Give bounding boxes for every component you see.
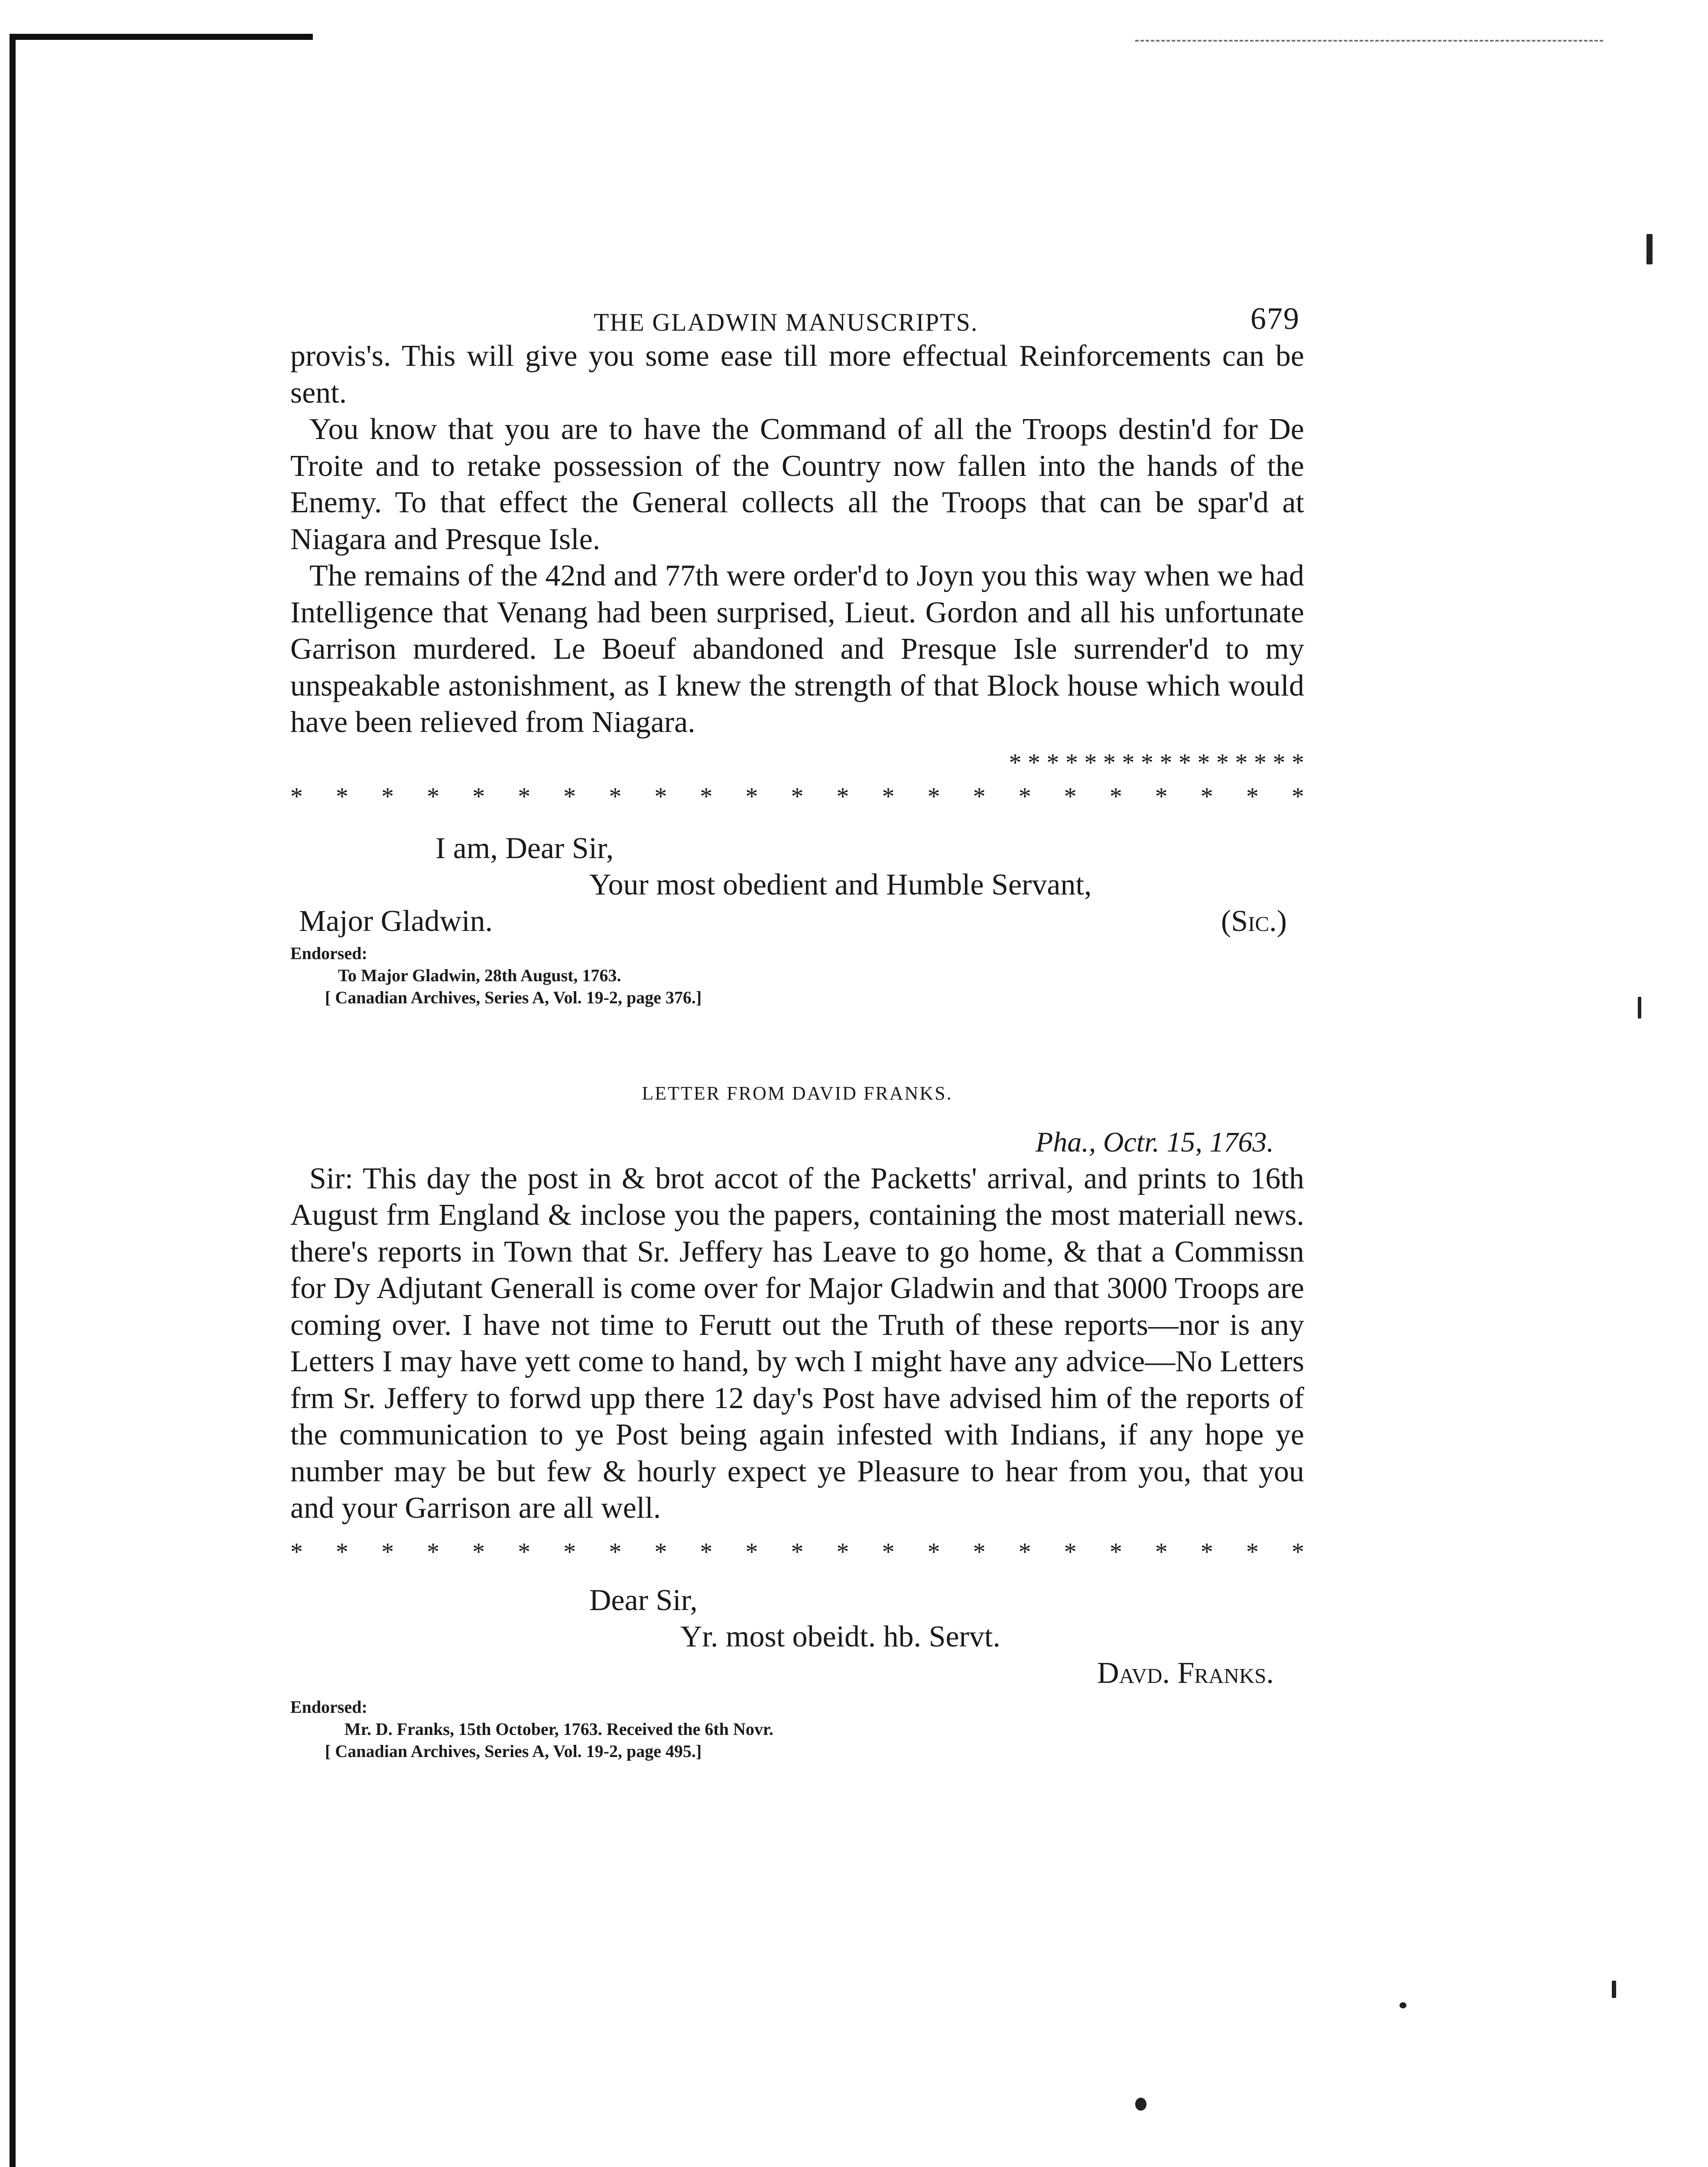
letter2-signature-row	[290, 1655, 1304, 1692]
scan-speck	[1638, 997, 1641, 1018]
scan-speck	[1135, 2098, 1146, 2111]
letter2-endorsement	[290, 1696, 1304, 1762]
scan-edge-line	[1135, 40, 1603, 42]
letter2-paragraph: Sir: This day the post in & brot accot of the Packetts' arrival, and prints to 16th August frm England & inclose you the papers, containing the most materiall news. there's reports in Town that Sr. Jeffery has Leave to go home, & that a Commissn for Dy Adjutant Generall is come over for Major Gladwin and that 3000 Troops are coming over. I have not time to Ferutt out the Truth of these reports—nor is any Letters I may have yett come to hand, by wch I might have any advice—No Letters frm Sr. Jeffery to forwd upp there 12 day's Post have advised him of the reports of the communication to ye Post being again infested with Indians, if any hope ye number may be but few & hourly expect ye Pleasure to hear from you, that you and your Garrison are all well.	[290, 1162, 1304, 1525]
binding-rule-left	[10, 34, 16, 2167]
archive-source: [ Canadian Archives, Series A, Vol. 19-2, page 495.]	[325, 1741, 702, 1761]
omission-stars-row-3: * * * * * * * * * * * * * * * * * * * * * * *	[290, 1537, 1304, 1566]
letter2-salutation: Dear Sir,	[589, 1583, 698, 1617]
letter2-heading: LETTER FROM DAVID FRANKS.	[642, 1082, 953, 1104]
endorsed-label: Endorsed:	[290, 1697, 367, 1717]
endorsed-text: Mr. D. Franks, 15th October, 1763. Received the 6th Novr.	[344, 1719, 773, 1739]
scan-speck	[1612, 1981, 1616, 1998]
letter1-salutation: I am, Dear Sir,	[435, 831, 614, 865]
omission-stars-row-1: * * * * * * * * * * * * * * * *	[1009, 748, 1304, 777]
omission-stars-row-2: * * * * * * * * * * * * * * * * * * * * * * *	[290, 782, 1304, 810]
letter1-addressee: Major Gladwin.	[299, 904, 493, 938]
running-head-title: THE GLADWIN MANUSCRIPTS.	[594, 308, 978, 336]
archive-source: [ Canadian Archives, Series A, Vol. 19-2, page 376.]	[325, 987, 702, 1007]
letter1-paragraph-2: You know that you are to have the Command of all the Troops destin'd for De Troite and to retake possession of the Country now fallen into the hands of the Enemy. To that effect the General collects all the Troops that can be spar'd at Niagara and Presque Isle.	[290, 413, 1304, 556]
scan-speck	[1400, 2002, 1406, 2008]
letter2-body	[290, 1161, 1304, 1527]
letter2-closing	[290, 1582, 1304, 1655]
letter1-closing	[290, 830, 1304, 903]
letter1-body	[290, 338, 1304, 741]
sic-note: (Sic.)	[1221, 904, 1287, 938]
letter1-complimentary-close: Your most obedient and Humble Servant,	[589, 868, 1092, 901]
binding-rule-top	[10, 34, 313, 40]
endorsed-label: Endorsed:	[290, 943, 367, 963]
page	[290, 299, 1304, 1762]
letter2-complimentary-close: Yr. most obeidt. hb. Servt.	[680, 1620, 1000, 1653]
letter1-endorsement	[290, 942, 1304, 1009]
running-head	[290, 299, 1304, 338]
letter1-addressee-row	[290, 903, 1304, 940]
endorsed-text: To Major Gladwin, 28th August, 1763.	[338, 965, 621, 985]
scan-speck	[1646, 234, 1653, 264]
letter2-dateline: Pha., Octr. 15, 1763.	[1036, 1126, 1274, 1158]
letter1-paragraph-3: The remains of the 42nd and 77th were order'd to Joyn you this way when we had Intelligence that Venang had been surprised, Lieut. Gordon and all his unfortunate Garrison murdered. Le Boeuf abandoned and Presque Isle surrender'd to my unspeakable astonishment, as I knew the strength of that Block house which would have been relieved from Niagara.	[290, 559, 1304, 739]
page-number: 679	[1250, 301, 1300, 336]
letter2-signature: Davd. Franks.	[1097, 1656, 1274, 1690]
letter1-paragraph-1: provis's. This will give you some ease till more effectual Reinforcements can be sent.	[290, 339, 1304, 410]
